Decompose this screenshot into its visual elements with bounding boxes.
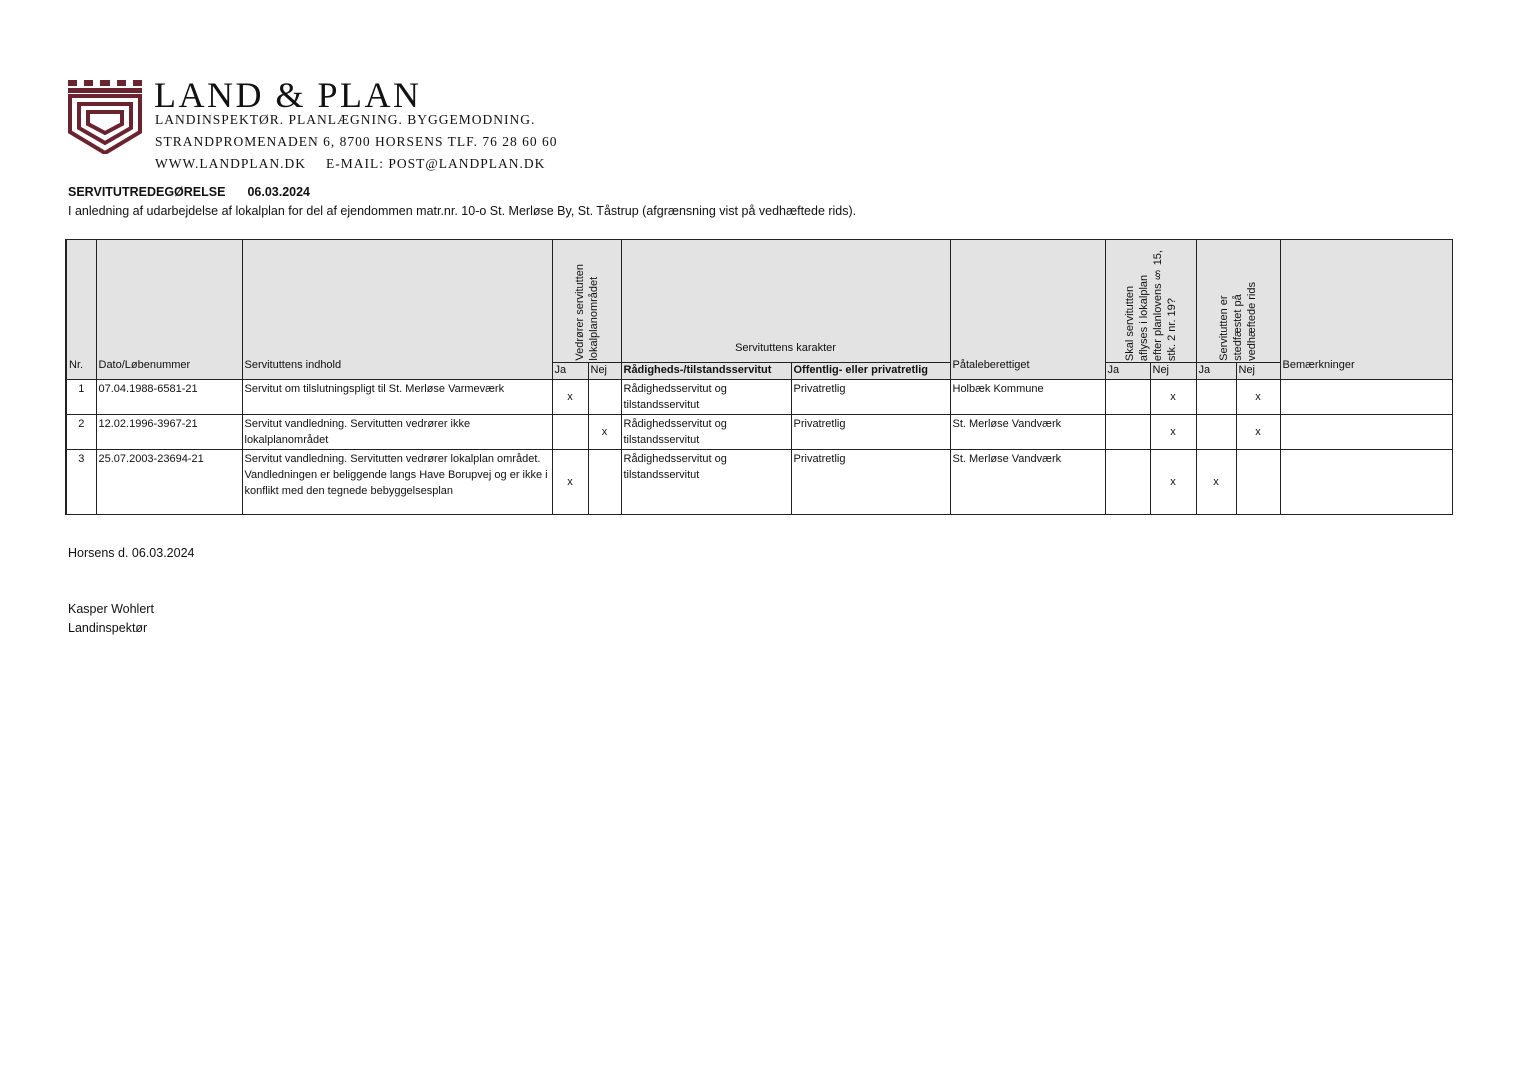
header-bemaerkninger: Bemærkninger [1280,240,1452,380]
row-vedr-ja: x [552,380,588,415]
row-vedr-nej [588,450,621,515]
row-indhold: Servitut vandledning. Servitutten vedrører ikke lokalplanområdet [242,415,552,450]
row-sted-nej: x [1236,415,1280,450]
row-paatale: Holbæk Kommune [950,380,1105,415]
row-sted-ja [1196,380,1236,415]
sub-afl-ja: Ja [1105,363,1150,380]
row-vedr-ja: x [552,450,588,515]
table-row [66,415,1452,450]
row-afl-ja [1105,450,1150,515]
row-nr: 1 [66,380,96,415]
header-vedroerer [552,240,621,363]
document-intro: I anledning af udarbejdelse af lokalplan for del af ejendommen matr.nr. 10-o St. Merløse By, St. Tåstrup (afgrænsning vist på vedhæftede rids). [68,204,857,218]
header-nr: Nr. [66,240,96,380]
signer-title: Landinspektør [68,621,148,635]
row-afl-nej: x [1150,380,1196,415]
sub-vedr-nej: Nej [588,363,621,380]
header-aflyses-text: Skal servitutten aflyses i lokalplan efter planlovens § 15, stk. 2 nr. 19? [1123,249,1178,361]
table-row [66,450,1452,515]
row-offentlig: Privatretlig [791,450,950,515]
row-indhold: Servitut om tilslutningspligt til St. Merløse Varmeværk [242,380,552,415]
row-bemaerkninger [1280,450,1452,515]
row-afl-nej: x [1150,450,1196,515]
header-paatale: Påtaleberettiget [950,240,1105,380]
sub-raadighed: Rådigheds-/tilstandsservitut [621,363,791,380]
row-nr: 3 [66,450,96,515]
row-indhold: Servitut vandledning. Servitutten vedrører lokalplan området. Vandledningen er beliggende langs Have Borupvej og er ikke i konflikt med den tegnede bebyggelsesplan [242,450,552,515]
header-aflyses [1105,240,1196,363]
brand-email[interactable]: E-MAIL: POST@LANDPLAN.DK [325,156,546,171]
header-karakter: Servituttens karakter [621,240,950,363]
row-raadighed: Rådighedsservitut og tilstandsservitut [621,380,791,415]
row-sted-ja [1196,415,1236,450]
land-plan-logo [68,80,142,154]
row-bemaerkninger [1280,380,1452,415]
servitut-table [65,239,1453,515]
row-afl-ja [1105,415,1150,450]
brand-web-link[interactable]: WWW.LANDPLAN.DK [155,156,306,171]
sub-vedr-ja: Ja [552,363,588,380]
brand-contact [155,156,545,172]
row-vedr-nej [588,380,621,415]
row-dato: 25.07.2003-23694-21 [96,450,242,515]
document-title [68,185,310,199]
row-paatale: St. Merløse Vandværk [950,415,1105,450]
row-afl-nej: x [1150,415,1196,450]
place-date: Horsens d. 06.03.2024 [68,546,195,560]
row-sted-nej: x [1236,380,1280,415]
table-row [66,380,1452,415]
row-offentlig: Privatretlig [791,380,950,415]
sub-sted-ja: Ja [1196,363,1236,380]
sub-offentlig: Offentlig- eller privatretlig [791,363,950,380]
brand-address: STRANDPROMENADEN 6, 8700 HORSENS TLF. 76 28 60 60 [155,134,558,149]
brand-name: LAND & PLAN [154,75,422,115]
header-vedroerer-text: Vedrører servitutten lokalplanområdet [573,264,600,361]
row-raadighed: Rådighedsservitut og tilstandsservitut [621,450,791,515]
header-stedfaestet-text: Servitutten er stedfæstet på vedhæftede rids [1218,282,1258,361]
row-sted-ja: x [1196,450,1236,515]
row-offentlig: Privatretlig [791,415,950,450]
row-vedr-nej: x [588,415,621,450]
row-nr: 2 [66,415,96,450]
sub-sted-nej: Nej [1236,363,1280,380]
row-dato: 07.04.1988-6581-21 [96,380,242,415]
header-stedfaestet [1196,240,1280,363]
brand-services: LANDINSPEKTØR. PLANLÆGNING. BYGGEMODNING. [155,112,536,127]
document-title-text: SERVITUTREDEGØRELSE [68,185,226,199]
sub-afl-nej: Nej [1150,363,1196,380]
header-dato: Dato/Løbenummer [96,240,242,380]
row-paatale: St. Merløse Vandværk [950,450,1105,515]
row-bemaerkninger [1280,415,1452,450]
document-date: 06.03.2024 [247,185,310,199]
row-sted-nej [1236,450,1280,515]
signer-name: Kasper Wohlert [68,602,154,616]
row-raadighed: Rådighedsservitut og tilstandsservitut [621,415,791,450]
row-dato: 12.02.1996-3967-21 [96,415,242,450]
row-vedr-ja [552,415,588,450]
header-indhold: Servituttens indhold [242,240,552,380]
row-afl-ja [1105,380,1150,415]
